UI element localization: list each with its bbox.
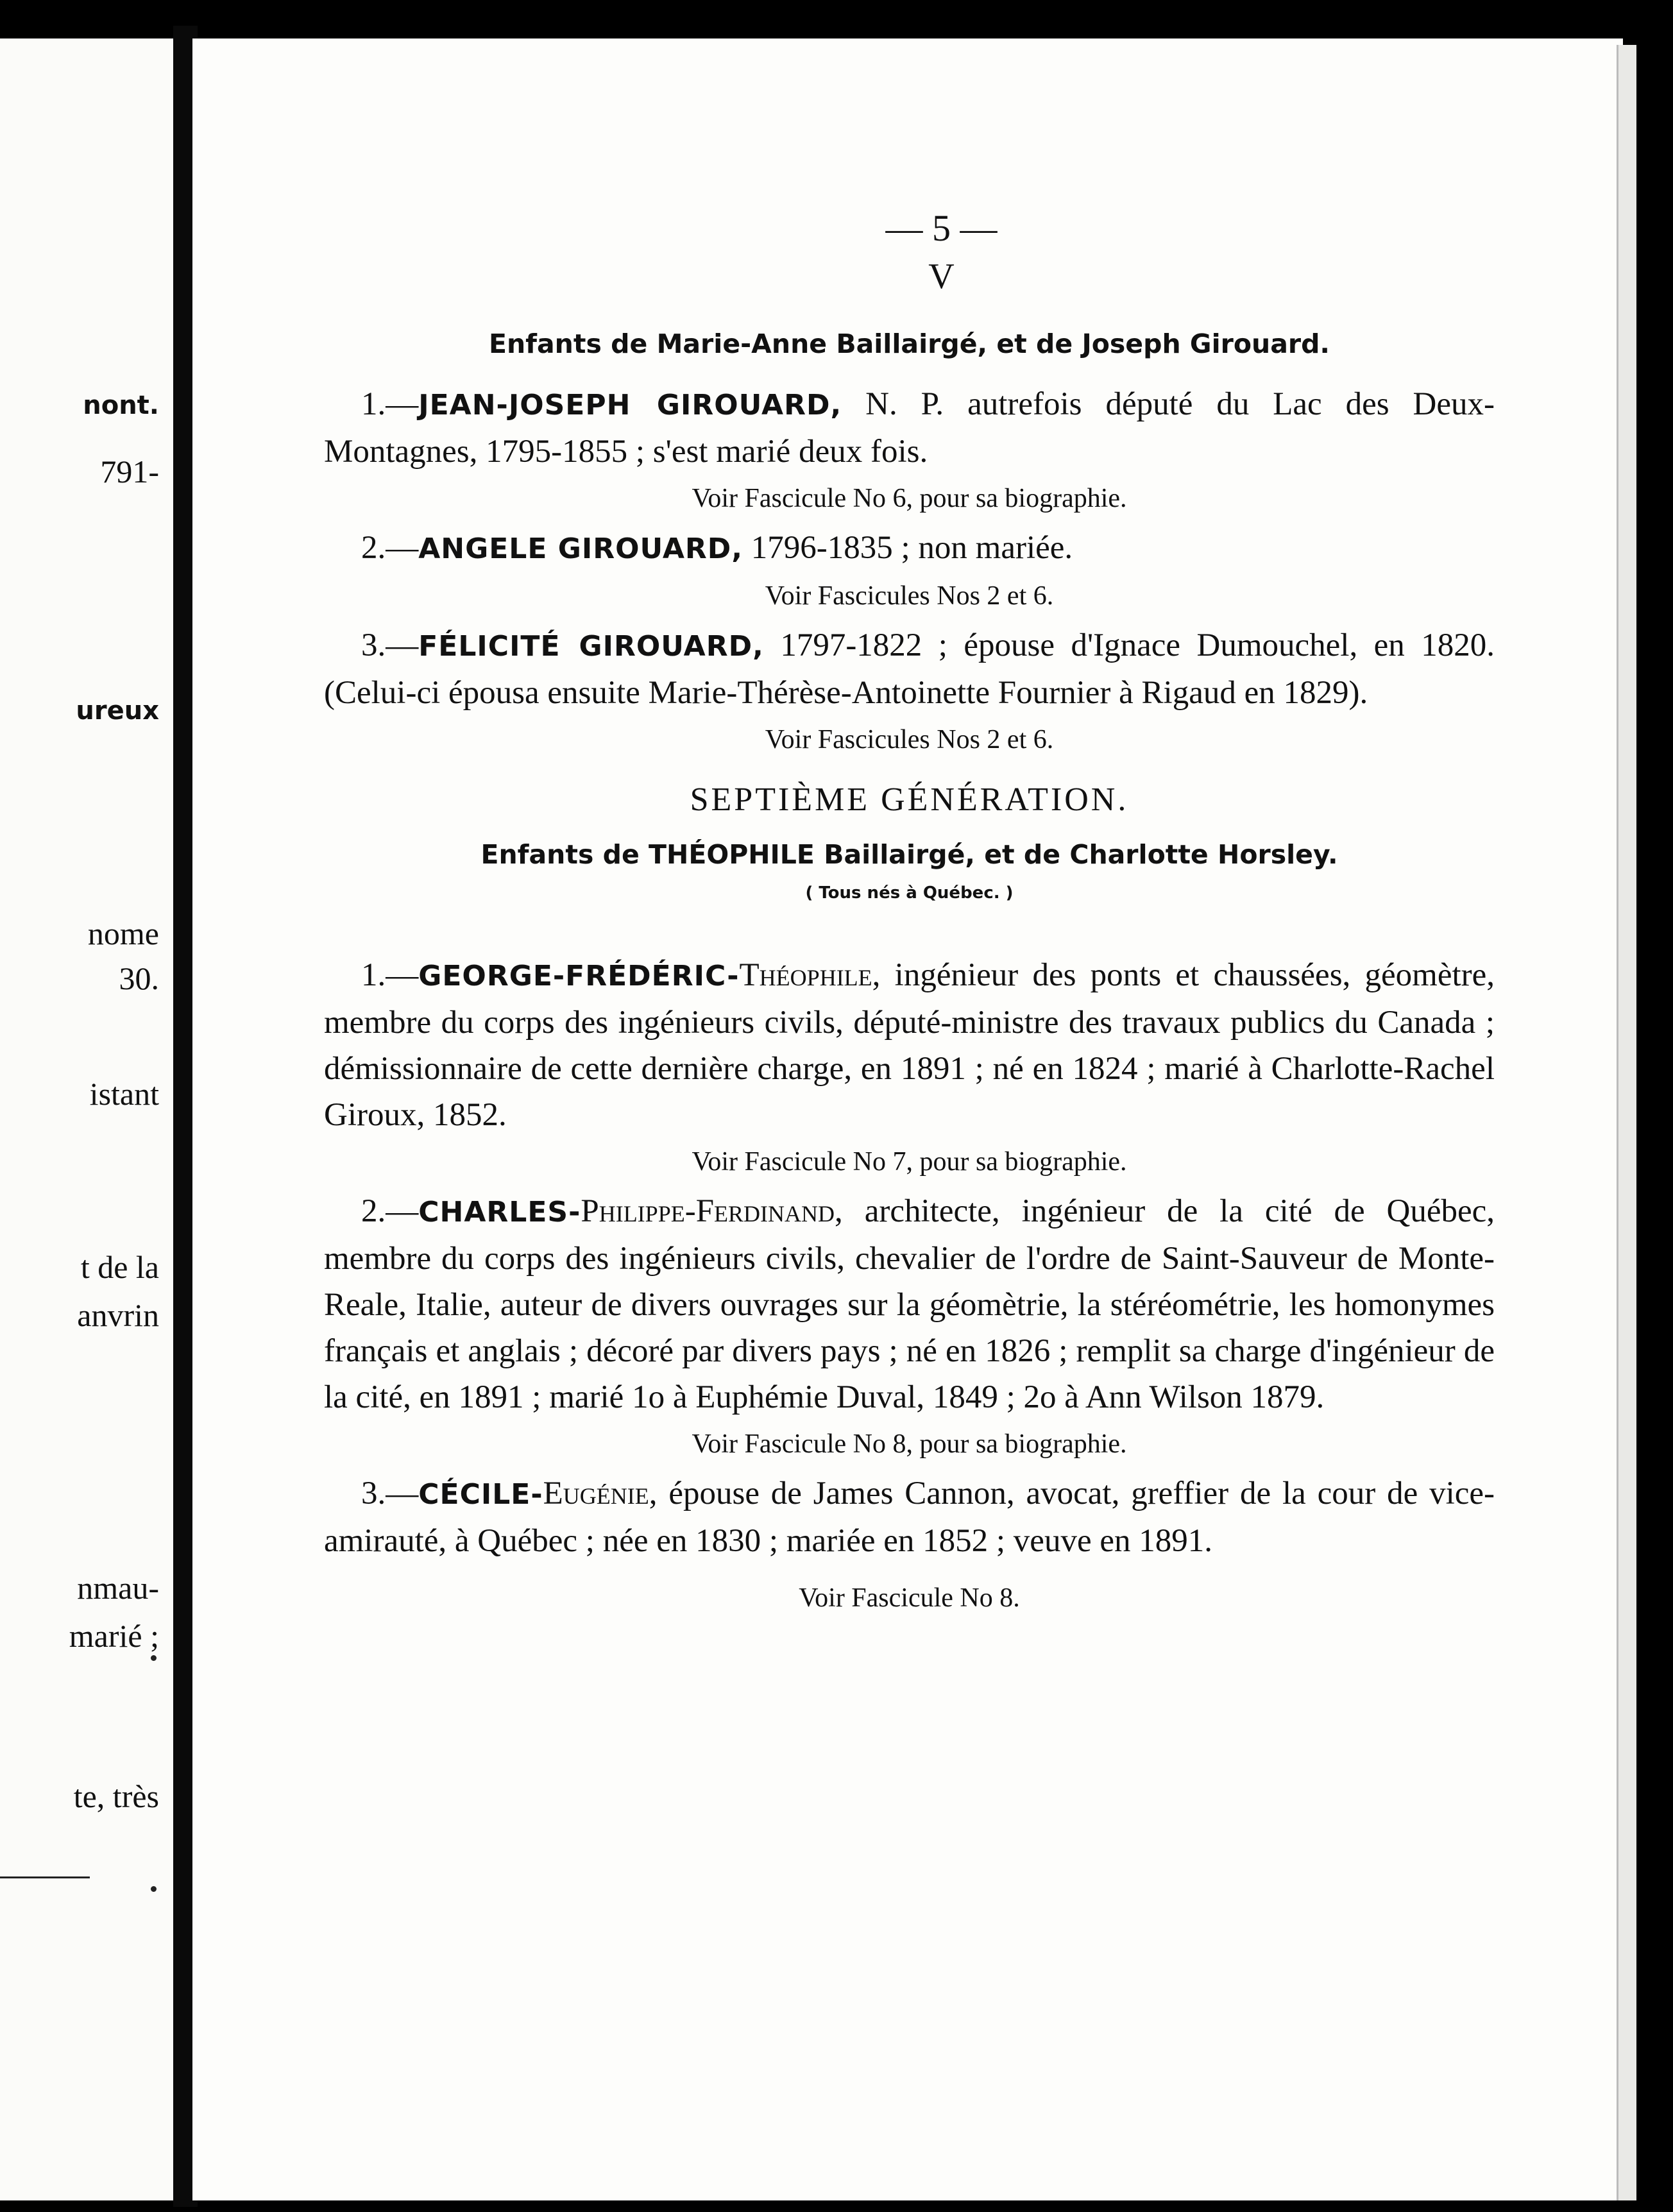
entry-text: , épouse de James Cannon, avocat, greffier de la cour de vice-amirauté, à Québec ; née en 1830 ; mariée en 1852 ; veuve en 1891.	[324, 1476, 1495, 1559]
entry-number: 2.—	[361, 530, 419, 566]
birthplace-note: ( Tous nés à Québec. )	[805, 883, 1014, 903]
genealogy-entry	[324, 525, 1495, 572]
entry-text: 1796-1835 ; non mariée.	[743, 530, 1073, 566]
entry-number: 3.—	[361, 1476, 419, 1511]
entry-number: 3.—	[361, 627, 419, 663]
section-heading: Enfants de THÉOPHILE Baillairgé, et de Charlotte Horsley.	[480, 839, 1338, 870]
left-page-fragment	[0, 38, 173, 2200]
left-text-fragment: te, très	[73, 1778, 159, 1814]
entry-name: CHARLES-	[418, 1196, 581, 1229]
genealogy-entry	[324, 952, 1495, 1138]
left-divider	[0, 1876, 90, 1878]
entry-name: GEORGE-FRÉDÉRIC-	[418, 960, 740, 992]
left-text-fragment: nont.	[83, 391, 159, 420]
genealogy-entry	[324, 1470, 1495, 1564]
genealogy-entry	[324, 381, 1495, 475]
page-edge	[1617, 45, 1636, 2200]
entry-number: 2.—	[361, 1193, 419, 1229]
entry-number: 1.—	[361, 386, 419, 422]
left-text-fragment: ureux	[76, 696, 159, 726]
genealogy-entry	[324, 622, 1495, 716]
ink-dot	[151, 1886, 157, 1892]
entry-text: , architecte, ingénieur de la cité de Québec, membre du corps des ingénieurs civils, chevalier de l'ordre de Saint-Sauveur de Monte-Reale, Italie, auteur de divers ouvrages sur la géomètrie, la stéréométrie, les homonymes français et anglais ; décoré par divers pays ; né en 1826 ; remplit sa charge d'ingénieur de la cité, en 1891 ; marié 1o à Euphémie Duval, 1849 ; 2o à Ann Wilson 1879.	[324, 1193, 1495, 1415]
left-text-fragment: istant	[89, 1076, 159, 1112]
left-text-fragment: nome	[87, 915, 159, 951]
left-text-fragment: marié ;	[69, 1618, 159, 1654]
ink-dot	[151, 1655, 157, 1661]
entry-text: 1797-1822 ; épouse d'Ignace Dumouchel, en 1820. (Celui-ci épousa ensuite Marie-Thérèse-Antoinette Fournier à Rigaud en 1829).	[324, 627, 1495, 711]
entry-name: FÉLICITÉ GIROUARD,	[418, 630, 764, 663]
entry-given-names: Eugénie	[543, 1476, 649, 1511]
generation-title: SEPTIÈME GÉNÉRATION.	[690, 781, 1129, 818]
entry-given-names: Philippe-Ferdinand	[581, 1193, 835, 1229]
right-page	[192, 38, 1623, 2200]
entry-name: ANGELE GIROUARD,	[418, 532, 743, 565]
entry-name: JEAN-JOSEPH GIROUARD,	[418, 389, 842, 421]
entry-text: , ingénieur des ponts et chaussées, géomètre, membre du corps des ingénieurs civils, député-ministre des travaux publics du Canada ; démissionnaire de cette dernière charge, en 1891 ; né en 1824 ; marié à Charlotte-Rachel Giroux, 1852.	[324, 957, 1495, 1133]
left-text-fragment: 30.	[119, 960, 159, 996]
cross-reference: Voir Fascicules Nos 2 et 6.	[765, 581, 1054, 611]
entry-name: CÉCILE-	[418, 1478, 543, 1511]
left-text-fragment: nmau-	[77, 1570, 159, 1606]
entry-text: N. P. autrefois député du Lac des Deux-Montagnes, 1795-1855 ; s'est marié deux fois.	[324, 386, 1495, 470]
left-text-fragment: 791-	[100, 454, 159, 489]
page-number: — 5 —	[885, 207, 998, 249]
cross-reference: Voir Fascicule No 7, pour sa biographie.	[692, 1147, 1127, 1177]
section-heading: Enfants de Marie-Anne Baillairgé, et de Joseph Girouard.	[488, 328, 1330, 359]
cross-reference: Voir Fascicule No 6, pour sa biographie.	[692, 484, 1127, 513]
entry-given-names: Théophile	[739, 957, 872, 993]
section-number: V	[928, 257, 955, 296]
cross-reference: Voir Fascicule No 8, pour sa biographie.	[692, 1429, 1127, 1459]
entry-number: 1.—	[361, 957, 419, 993]
cross-reference: Voir Fascicules Nos 2 et 6.	[765, 725, 1054, 754]
page-content	[324, 203, 1495, 1624]
left-text-fragment: t de la	[80, 1249, 159, 1285]
genealogy-entry	[324, 1188, 1495, 1420]
cross-reference: Voir Fascicule No 8.	[799, 1583, 1020, 1613]
left-text-fragment: anvrin	[77, 1297, 159, 1333]
